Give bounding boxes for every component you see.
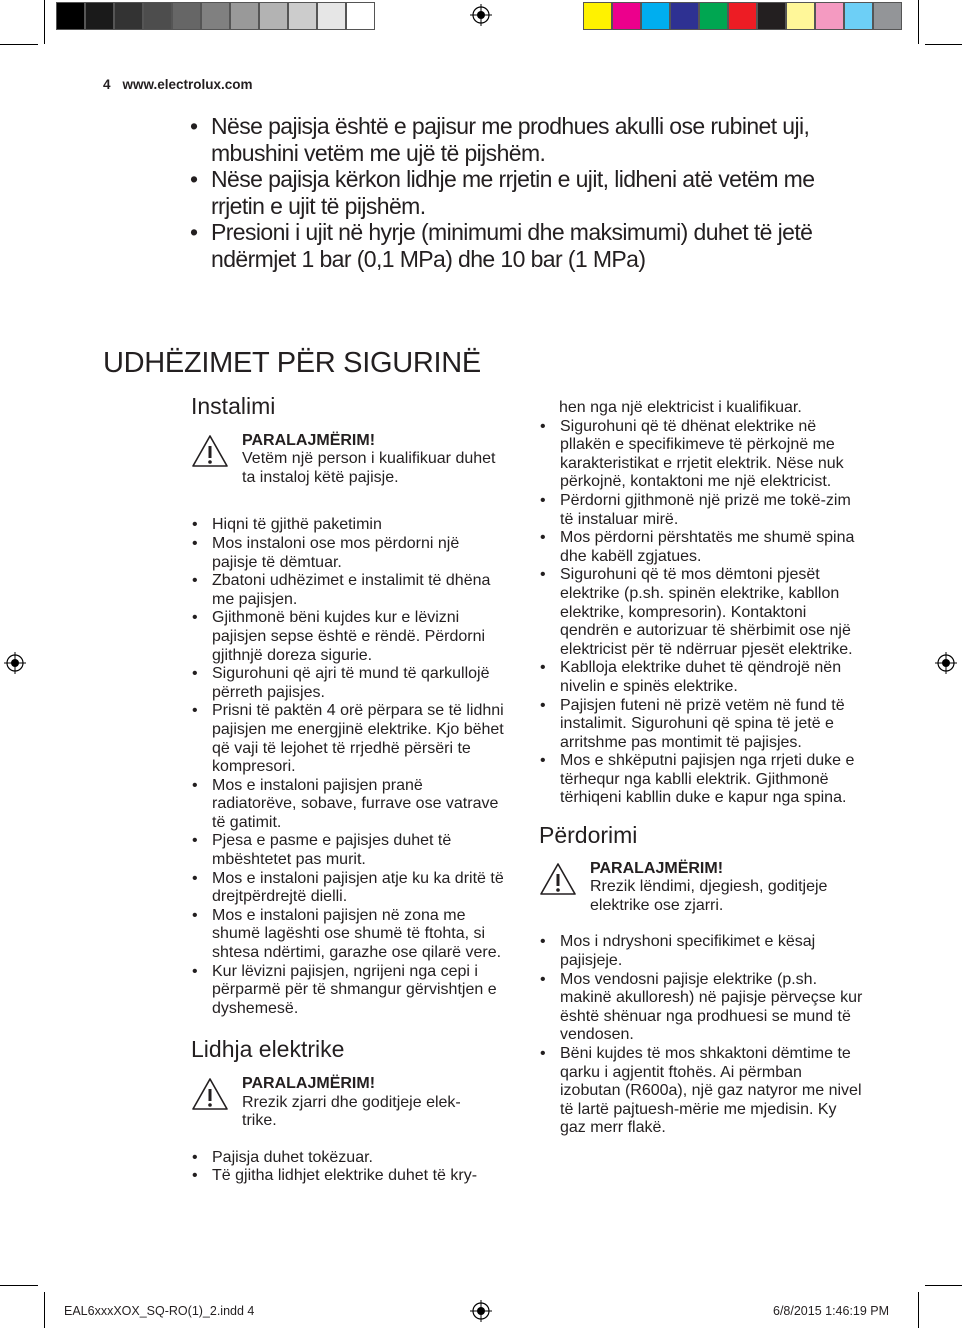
crop-mark: [44, 0, 45, 44]
crop-mark: [0, 1285, 38, 1286]
color-swatch: [56, 2, 85, 30]
warning-title: PARALAJMËRIM!: [590, 859, 724, 877]
registration-mark-icon: [4, 652, 26, 674]
warning-icon: [191, 1077, 229, 1111]
installation-heading: Instalimi: [191, 393, 276, 419]
list-item: • Hiqni të gjithë paketimin: [191, 516, 509, 535]
warning-title: PARALAJMËRIM!: [242, 1075, 376, 1092]
list-item: • Prisni të paktën 4 orë përpara se të lidhni pajisjen me energjinë elektrike. Kjo bëhet që vaji të lejohet të rrjedhë përsëri te kompresori.: [191, 702, 509, 776]
crop-mark: [925, 44, 962, 45]
left-column: [191, 393, 509, 1186]
electrical-list-continued: [539, 418, 863, 808]
crop-mark: [918, 1292, 919, 1328]
list-item: • Gjithmonë bëni kujdes kur e lëvizni pajisjen sepse është e rëndë. Përdorni gjithnjë doreza sigurie.: [191, 609, 509, 665]
warning-text: Rrezik lëndimi, djegiesh, goditjeje elektrike ose zjarri.: [590, 878, 828, 914]
list-item: • Përdorni gjithmonë një prizë me tokë-zim të instaluar mirë.: [539, 492, 863, 529]
list-item: • Mos e instaloni pajisjen në zona me shumë lagështi ose shumë të ftohta, si shtesa ndërtimi, garazhe ose qilarë vere.: [191, 907, 509, 963]
warning-icon: [539, 862, 577, 896]
installation-list: [191, 516, 509, 1018]
list-item: • Kur lëvizni pajisjen, ngrijeni nga cepi i përparmë për të shmangur gërvishtjen e dyshemesë.: [191, 963, 509, 1019]
color-swatch: [114, 2, 143, 30]
crop-mark: [0, 44, 38, 45]
color-swatch: [815, 2, 844, 30]
color-swatch: [230, 2, 259, 30]
list-item: • Bëni kujdes të mos shkaktoni dëmtime te qarku i agjentit ftohës. Ai përmban izobutan (R600a), një gaz natyror me nivel të lartë pajtuesh-mërie me mjedisin. Ky gaz merr flakë.: [539, 1045, 863, 1138]
list-item: • Mos vendosni pajisje elektrike (p.sh. makinë akulloresh) në pajisje përveçse kur është shënuar nga prodhuesi se mund të vendosen.: [539, 971, 863, 1045]
color-swatch: [259, 2, 288, 30]
footer-date: 6/8/2015 1:46:19 PM: [773, 1304, 890, 1318]
list-item: • Presioni i ujit në hyrje (minimumi dhe maksimumi) duhet të jetë ndërmjet 1 bar (0,1 MPa) dhe 10 bar (1 MPa): [190, 219, 830, 272]
crop-mark: [925, 1285, 962, 1286]
list-item: • Të gjitha lidhjet elektrike duhet të kry-: [191, 1167, 509, 1186]
warning-icon: [191, 434, 229, 468]
registration-mark-icon: [935, 652, 957, 674]
electrical-warning: [191, 1075, 509, 1131]
warning-text: Rrezik zjarri dhe goditjeje elek-trike.: [242, 1093, 461, 1130]
list-item: • Mos e shkëputni pajisjen nga rrjeti duke e tërhequr nga kablli elektrik. Gjithmonë tërhiqeni kabllin duke e kapur nga spina.: [539, 752, 863, 808]
section-title: UDHËZIMET PËR SIGURINË: [103, 347, 481, 379]
footer-file: EAL6xxxXOX_SQ-RO(1)_2.indd 4: [64, 1304, 255, 1318]
list-item: • Sigurohuni që të mos dëmtoni pjesët elektrike (p.sh. spinën elektrike, kabllon elektrike, kompresorin). Kontaktoni qendrën e autorizuar të shërbimit ose një elektricist për të ndërruar pjesët elektrike.: [539, 566, 863, 659]
color-swatch: [670, 2, 699, 30]
color-swatch: [786, 2, 815, 30]
color-swatch: [757, 2, 786, 30]
list-item: • Pajisja duhet tokëzuar.: [191, 1149, 509, 1168]
color-swatch: [728, 2, 757, 30]
usage-warning: [539, 860, 863, 916]
list-item: • Pajisjen futeni në prizë vetëm në fund të instalimit. Sigurohuni që spina të jetë e arritshme pas montimit të pajisjes.: [539, 697, 863, 753]
color-swatch: [612, 2, 641, 30]
color-swatch: [699, 2, 728, 30]
registration-mark-icon: [470, 1300, 492, 1322]
crop-mark: [918, 0, 919, 44]
color-swatch: [85, 2, 114, 30]
color-swatch: [143, 2, 172, 30]
intro-bullets: [190, 113, 830, 272]
list-item: • Mos instaloni ose mos përdorni një pajisje të dëmtuar.: [191, 535, 509, 572]
page-header: [103, 77, 253, 92]
warning-text: Vetëm një person i kualifikuar duhet ta instaloj këtë pajisje.: [242, 450, 496, 486]
warning-title: PARALAJMËRIM!: [242, 431, 376, 449]
list-item: • Mos e instaloni pajisjen atje ku ka dritë të drejtpërdrejtë dielli.: [191, 870, 509, 907]
list-item: • Sigurohuni që të dhënat elektrike në pllakën e specifikimeve të përkojnë me karakteristikat e rrjetit elektrik. Nëse nuk përkojnë, kontaktoni me një elektricist.: [539, 418, 863, 492]
electrical-list: [191, 1149, 509, 1186]
right-column: [539, 399, 863, 1138]
color-swatch: [844, 2, 873, 30]
color-swatch: [641, 2, 670, 30]
list-item: • Zbatoni udhëzimet e instalimit të dhëna me pajisjen.: [191, 572, 509, 609]
crop-mark: [44, 1292, 45, 1328]
color-swatch: [873, 2, 902, 30]
color-swatch: [201, 2, 230, 30]
color-swatch: [346, 2, 375, 30]
continuation-text: hen nga një elektricist i kualifikuar.: [559, 399, 802, 416]
usage-list: [539, 933, 863, 1138]
installation-warning: [191, 432, 509, 488]
color-swatch: [288, 2, 317, 30]
website-url[interactable]: www.electrolux.com: [122, 77, 253, 92]
electrical-heading: Lidhja elektrike: [191, 1036, 345, 1063]
list-item: • Mos përdorni përshtatës me shumë spina dhe kabëll zgjatues.: [539, 529, 863, 566]
list-item: • Sigurohuni që ajri të mund të qarkullojë përreth pajisjes.: [191, 665, 509, 702]
list-item: • Mos i ndryshoni specifikimet e kësaj pajisjeje.: [539, 933, 863, 970]
color-swatch: [172, 2, 201, 30]
list-item: • Pjesa e pasme e pajisjes duhet të mbështetet pas murit.: [191, 832, 509, 869]
usage-heading: Përdorimi: [539, 822, 638, 849]
color-swatch: [583, 2, 612, 30]
color-swatch: [317, 2, 346, 30]
page-number: 4: [103, 77, 111, 92]
list-item: • Nëse pajisja kërkon lidhje me rrjetin e ujit, lidheni atë vetëm me rrjetin e ujit të pijshëm.: [190, 166, 830, 219]
list-item: • Nëse pajisja është e pajisur me prodhues akulli ose rubinet uji, mbushini vetëm me ujë të pijshëm.: [190, 113, 830, 166]
list-item: • Mos e instaloni pajisjen pranë radiatorëve, sobave, furrave ose vatrave të gatimit.: [191, 777, 509, 833]
registration-mark-icon: [470, 4, 492, 26]
list-item: • Kablloja elektrike duhet të qëndrojë nën nivelin e spinës elektrike.: [539, 659, 863, 696]
